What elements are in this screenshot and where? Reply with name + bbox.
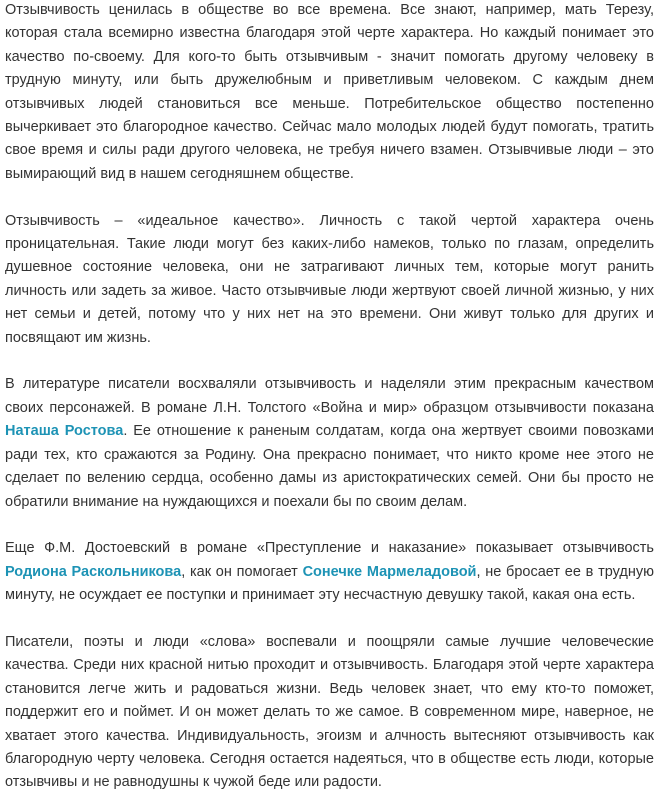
- paragraph-text: , как он помогает: [181, 563, 303, 580]
- paragraph-tolstoy: [5, 373, 654, 513]
- paragraph-text: В литературе писатели восхваляли отзывчивость и наделяли этим прекрасным качеством своих персонажей. В романе Л.Н. Толстого «Война и мир» образцом отзывчивости показана: [5, 376, 654, 416]
- paragraph-text: Еще Ф.М. Достоевский в романе «Преступление и наказание» показывает отзывчивость: [5, 540, 654, 557]
- paragraph-ideal-quality: Отзывчивость – «идеальное качество». Личность с такой чертой характера очень проницательная. Такие люди могут без каких-либо намеков, только по глазам, определить душевное состояние человека, они не затрагивают личных тем, которые могут ранить личность или задеть за живое. Часто отзывчивые люди жертвуют своей личной жизнью, у них нет семьи и детей, потому что у них нет на это времени. Они живут только для других и посвящают им жизнь.: [5, 212, 654, 346]
- character-link-natasha-rostova[interactable]: Наташа Ростова: [5, 423, 124, 440]
- paragraph-text: . Ее отношение к раненым солдатам, когда она жертвует своими повозками ради тех, кто сражаются за Родину. Она прекрасно понимает, что никто кроме нее этого не сделает по велению сердца, особенно дамы из аристократических семей. Они бы просто не обратили внимание на нуждающихся и поехали бы по своим делам.: [5, 423, 654, 510]
- paragraph-dostoevsky: [5, 537, 654, 607]
- paragraph-intro: Отзывчивость ценилась в обществе во все времена. Все знают, например, мать Терезу, которая стала всемирно известна благодаря этой черте характера. Но каждый понимает это качество по-своему. Для кого-то быть отзывчивым - значит помогать другому человеку в трудную минуту, или быть дружелюбным и приветливым человеком. С каждым днем отзывчивых людей становиться все меньше. Потребительское общество постепенно вычеркивает это благородное качество. Сейчас мало молодых людей будут помогать, тратить свое время и силы ради другого человека, не требуя ничего взамен. Отзывчивые люди – это вымирающий вид в нашем сегодняшнем обществе.: [5, 2, 654, 182]
- character-link-raskolnikov[interactable]: Родиона Раскольникова: [5, 563, 182, 580]
- paragraph-conclusion: Писатели, поэты и люди «слова» воспевали и поощряли самые лучшие человеческие качества. Среди них красной нитью проходит и отзывчивость. Благодаря этой черте характера становится легче жить и радоваться жизни. Ведь человек знает, что ему кто-то поможет, поддержит его и поймет. И он может делать то же самое. В современном мире, наверное, не хватает этого качества. Индивидуальность, эгоизм и алчность вытесняют отзывчивость как благородную черту человека. Сегодня остается надеяться, что в обществе есть люди, которые отзывчивы и не равнодушны к чужой беде или радости.: [5, 633, 654, 791]
- character-link-sonechka-marmeladova[interactable]: Сонечке Мармеладовой: [302, 563, 477, 580]
- paragraph-text: , не бросает ее в трудную минуту, не осуждает ее поступки и принимает эту несчастную девушку такой, какая она есть.: [5, 563, 655, 604]
